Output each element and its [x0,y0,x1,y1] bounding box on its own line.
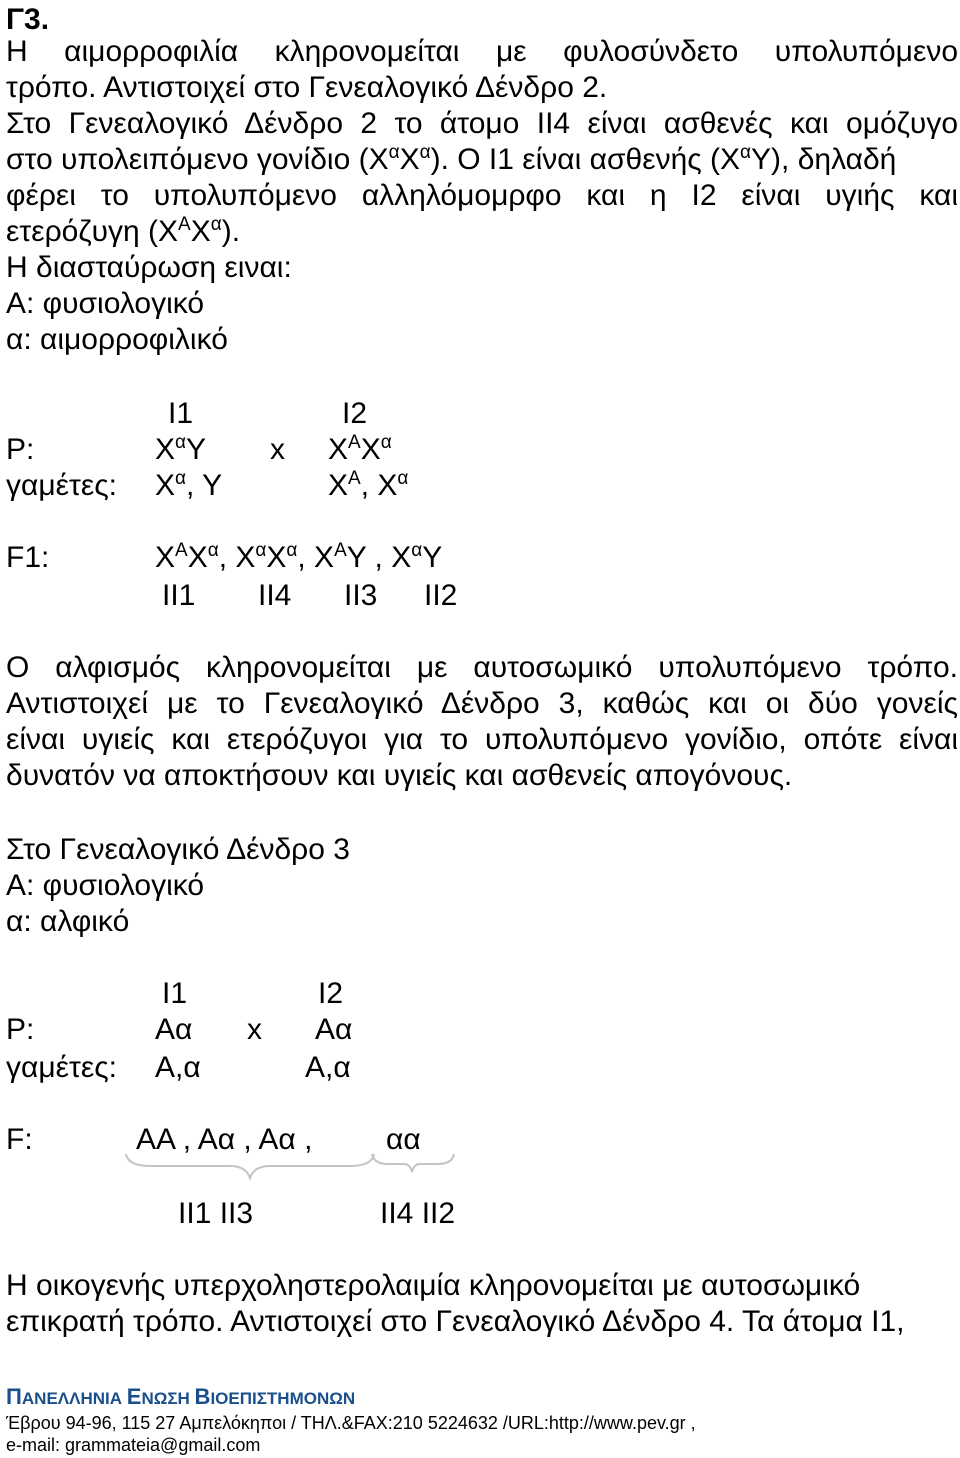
text-line: Α: φυσιολογικό [6,869,205,902]
text-fragment: , Χ [218,541,256,574]
parent-label: Ι2 [318,977,344,1010]
text-fragment: Υ), δηλαδή [751,143,897,176]
superscript: α [740,142,752,163]
offspring-label: ΙΙ2 [424,579,458,612]
superscript: α [255,540,267,561]
text-fragment: Χ [155,469,176,502]
text-fragment: Π [6,1384,22,1409]
section-heading: Γ3. [6,3,50,36]
superscript: Α [178,214,191,235]
parent-label: Ι1 [162,977,188,1010]
text-line [6,214,240,250]
superscript: α [286,540,298,561]
superscript: Α [348,432,361,453]
text-fragment: ). Ο Ι1 είναι ασθενής (Χ [430,143,741,176]
text-line: Ο αλφισμός κληρονομείται με αυτοσωμικό υπολυπόμενο τρόπο. [6,651,958,684]
text-line: είναι υγιείς και ετερόζυγοι για το υπολυπόμενο γονίδιο, οπότε είναι [6,723,958,756]
text-line: Η οικογενής υπερχοληστερολαιμία κληρονομείται με αυτοσωμικό [6,1269,861,1302]
text-fragment: ). [221,215,241,248]
text-fragment: Χ [187,541,208,574]
text-line: δυνατόν να αποκτήσουν και υγιείς και ασθενείς απογόνους. [6,759,793,792]
genotype [155,432,206,468]
text-fragment: στο υπολειπόμενο γονίδιο (Χ [6,143,389,176]
text-line [6,142,958,178]
superscript: α [210,214,222,235]
superscript: α [388,142,400,163]
brace-left [120,1152,380,1188]
cross-symbol: x [247,1013,262,1046]
text-fragment: Χ [399,143,420,176]
superscript: α [207,540,219,561]
superscript: Α [175,540,188,561]
text-line: τρόπο. Αντιστοιχεί στο Γενεαλογικό Δένδρο 2. [6,71,608,104]
gametes: Α,α [305,1051,351,1084]
text-fragment: Ε [126,1384,142,1409]
row-label: γαμέτες: [6,1051,118,1084]
superscript: α [175,468,186,489]
text-fragment: Υ [186,433,207,466]
text-line: Α: φυσιολογικό [6,287,205,320]
text-fragment: ΑΝΕΛΛΗΝΙΑ [21,1389,127,1408]
superscript: α [419,142,431,163]
footer-email[interactable]: e-mail: grammateia@gmail.com [6,1435,261,1455]
superscript: Α [348,468,361,489]
footer-address: Έβρου 94-96, 115 27 Αμπελόκηποι / ΤΗΛ.&FAX:210 5224632 /URL:http://www.pev.gr , [6,1413,696,1433]
text-fragment: Χ [190,215,211,248]
genotype: Αα [315,1013,353,1046]
text-fragment: Χ [328,469,349,502]
text-line: Η αιμορροφιλία κληρονομείται με φυλοσύνδετο υπολυπόμενο [6,35,958,68]
row-label: P: [6,1013,35,1046]
offspring-genotypes: αα [386,1123,421,1156]
gametes [328,468,408,504]
row-label: F1: [6,541,50,574]
parent-label: Ι2 [342,397,368,430]
offspring-label: ΙΙ4 [258,579,292,612]
text-fragment: Χ [155,433,176,466]
text-fragment: ΙΟΕΠΙΣΤΗΜΟΝΩΝ [210,1389,356,1408]
text-fragment: , Υ [186,469,223,502]
row-label: F: [6,1123,33,1156]
offspring-group: ΙΙ1 ΙΙ3 [178,1197,254,1230]
cross-symbol: x [270,433,285,466]
gametes [155,468,222,504]
text-line: Αντιστοιχεί με το Γενεαλογικό Δένδρο 3, καθώς και οι δύο γονείς [6,687,958,720]
superscript: α [411,540,423,561]
superscript: α [175,432,186,453]
text-fragment: ΝΩΣΗ [141,1389,195,1408]
text-fragment: Χ [266,541,287,574]
text-fragment: Υ [422,541,443,574]
text-fragment: Β [194,1384,211,1409]
parent-label: Ι1 [168,397,194,430]
brace-right [368,1152,458,1176]
superscript: α [380,432,392,453]
text-line: φέρει το υπολυπόμενο αλληλόμομρφο και η Ι2 είναι υγιής και [6,179,958,212]
text-fragment: ετερόζυγη (Χ [6,215,179,248]
text-fragment: Χ [360,433,381,466]
genotype: Αα [155,1013,193,1046]
text-line: Στο Γενεαλογικό Δένδρο 3 [6,833,350,866]
gametes: Α,α [155,1051,201,1084]
text-line: Στο Γενεαλογικό Δένδρο 2 το άτομο ΙΙ4 είναι ασθενές και ομόζυγο [6,107,958,140]
superscript: α [397,468,409,489]
footer-organization [6,1384,355,1410]
text-fragment: Χ [155,541,176,574]
text-line: Η διασταύρωση ειναι: [6,251,292,284]
row-label: P: [6,433,35,466]
text-fragment: Υ , Χ [346,541,412,574]
text-fragment: Χ [328,433,349,466]
offspring-label: ΙΙ1 [162,579,196,612]
text-line: α: αιμορροφιλικό [6,323,228,356]
offspring-group: ΙΙ4 ΙΙ2 [380,1197,456,1230]
offspring-label: ΙΙ3 [344,579,378,612]
offspring-genotypes: ΑΑ , Αα , Αα , [136,1123,313,1156]
superscript: Α [334,540,347,561]
genotype [328,432,392,468]
offspring-genotypes [155,540,442,576]
text-fragment: , Χ [297,541,335,574]
row-label: γαμέτες: [6,469,118,502]
text-line: επικρατή τρόπο. Αντιστοιχεί στο Γενεαλογικό Δένδρο 4. Τα άτομα Ι1, [6,1305,905,1338]
text-fragment: , Χ [360,469,398,502]
text-line: α: αλφικό [6,905,130,938]
